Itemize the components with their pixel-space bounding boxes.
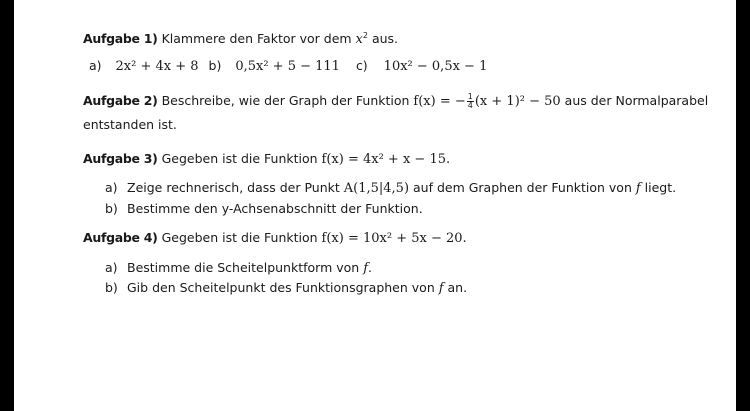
task-3a-label: a) — [105, 180, 118, 195]
task-4a — [105, 260, 372, 277]
task-2-text-pre: Beschreibe, wie der Graph der Funktion — [161, 93, 414, 108]
task-2-heading — [83, 93, 708, 110]
task-3a-mid: auf dem Graphen der Funktion von — [409, 180, 636, 195]
task-2-line2: entstanden ist. — [83, 117, 177, 132]
task-2-fx-rest: (x + 1)² − 50 — [474, 94, 561, 109]
task-4a-pre: Bestimme die Scheitelpunktform von — [127, 260, 364, 275]
task-3a-pre: Zeige rechnerisch, dass der Punkt — [127, 180, 344, 195]
task-1-items — [89, 58, 487, 75]
task-4-heading — [83, 230, 467, 247]
task-3a — [105, 180, 676, 197]
task-1-exp: 2 — [362, 30, 368, 40]
task-1a-label: a) — [89, 58, 102, 73]
task-4b-label: b) — [105, 280, 118, 295]
task-1b-label: b) — [208, 58, 222, 73]
task-4b-var: f — [438, 281, 444, 296]
task-4-text-pre: Gegeben ist die Funktion — [161, 230, 322, 245]
task-2-fx: f(x) = − — [413, 94, 466, 109]
task-1a-expr: 2x² + 4x + 8 — [115, 59, 199, 74]
task-1b-expr: 0,5x² + 5 − 111 — [235, 59, 340, 74]
worksheet-page — [14, 0, 736, 411]
task-4a-post: . — [368, 260, 372, 275]
task-4-fx: f(x) = 10x² + 5x − 20. — [321, 231, 467, 246]
task-2-text-post: aus der Normalparabel — [560, 93, 709, 108]
task-1-text-pre: Klammere den Faktor vor dem — [161, 31, 356, 46]
task-2-frac-den: 4 — [467, 101, 473, 110]
task-3a-point: A(1,5|4,5) — [343, 181, 410, 196]
task-4-title: Aufgabe 4) — [83, 230, 158, 245]
task-3a-var: f — [635, 181, 641, 196]
task-4b — [105, 280, 467, 297]
task-4b-post: an. — [443, 280, 468, 295]
task-4a-label: a) — [105, 260, 118, 275]
task-1-var: x — [355, 32, 363, 47]
task-1-title: Aufgabe 1) — [83, 31, 158, 46]
task-3a-post: liegt. — [640, 180, 677, 195]
task-2-frac-num: 1 — [467, 92, 473, 101]
task-1-text-post: aus. — [367, 31, 399, 46]
task-3b-text: Bestimme den y-Achsenabschnitt der Funktion. — [127, 201, 423, 216]
task-4b-pre: Gib den Scheitelpunkt des Funktionsgraphen von — [127, 280, 439, 295]
task-3-text-pre: Gegeben ist die Funktion — [161, 151, 322, 166]
task-3-heading — [83, 151, 450, 168]
task-3b-label: b) — [105, 201, 118, 216]
task-1c-expr: 10x² − 0,5x − 1 — [383, 59, 488, 74]
task-1-heading — [83, 31, 398, 48]
task-3-title: Aufgabe 3) — [83, 151, 158, 166]
task-3b — [105, 201, 423, 217]
task-2-title: Aufgabe 2) — [83, 93, 158, 108]
task-4a-var: f — [363, 261, 368, 276]
task-3-fx: f(x) = 4x² + x − 15. — [321, 152, 451, 167]
task-2-fraction — [467, 93, 474, 110]
task-1c-label: c) — [355, 58, 368, 73]
